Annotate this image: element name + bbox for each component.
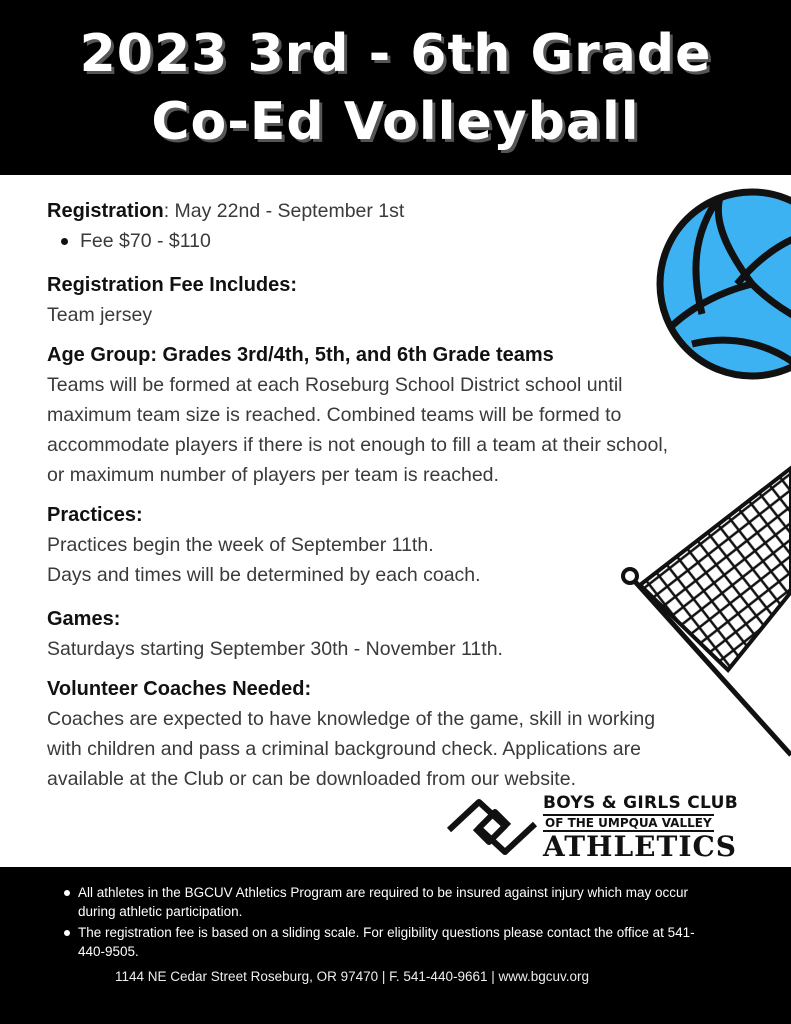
logo-line-2: OF THE UMPQUA VALLEY <box>545 816 712 830</box>
age-group-section <box>47 340 747 490</box>
volunteer-line: Coaches are expected to have knowledge of the game, skill in working <box>47 708 656 730</box>
registration-line <box>47 196 747 226</box>
age-group-heading: Age Group: Grades 3rd/4th, 5th, and 6th Grade teams <box>47 344 554 366</box>
practices-line: Days and times will be determined by each coach. <box>47 564 481 586</box>
registration-dates: : May 22nd - September 1st <box>163 200 405 222</box>
logo-line-3: ATHLETICS <box>543 830 737 863</box>
bullet-dot <box>61 238 68 245</box>
age-group-line: Teams will be formed at each Roseburg School District school until <box>47 374 623 396</box>
footer-note: The registration fee is based on a sliding scale. For eligibility questions please contact the office at 541-440-9505. <box>78 923 718 961</box>
page-title-line-1: 2023 3rd - 6th Grade <box>79 23 712 84</box>
footer-notes <box>0 867 718 961</box>
volunteer-line: with children and pass a criminal background check. Applications are <box>47 738 641 760</box>
fee-includes-heading: Registration Fee Includes: <box>47 274 298 296</box>
games-heading: Games: <box>47 608 121 630</box>
fee-includes-section <box>47 270 747 330</box>
bgcuv-athletics-logo <box>445 792 770 862</box>
volunteer-line: available at the Club or can be downloaded from our website. <box>47 768 576 790</box>
bgc-logo-icon <box>445 796 539 858</box>
age-group-line: maximum team size is reached. Combined teams will be formed to <box>47 404 622 426</box>
footer-note: All athletes in the BGCUV Athletics Program are required to be insured against injury which may occur during athletic participation. <box>78 883 718 921</box>
fee-includes-text: Team jersey <box>47 304 153 326</box>
practices-section <box>47 500 747 590</box>
practices-heading: Practices: <box>47 504 143 526</box>
footer <box>0 867 791 1024</box>
main-content <box>47 196 747 794</box>
volunteer-heading: Volunteer Coaches Needed: <box>47 678 312 700</box>
age-group-line: or maximum number of players per team is reached. <box>47 464 499 486</box>
fee-bullet <box>47 226 747 256</box>
volunteer-section <box>47 674 747 794</box>
fee-text: Fee $70 - $110 <box>80 230 211 252</box>
games-text: Saturdays starting September 30th - November 11th. <box>47 638 503 660</box>
age-group-line: accommodate players if there is not enough to fill a team at their school, <box>47 434 669 456</box>
logo-line-1: BOYS & GIRLS CLUB <box>543 793 738 813</box>
page-title-line-2: Co-Ed Volleyball <box>151 91 640 152</box>
header-banner <box>0 0 791 175</box>
practices-line: Practices begin the week of September 11th. <box>47 534 434 556</box>
registration-label: Registration <box>47 200 164 222</box>
footer-address: 1144 NE Cedar Street Roseburg, OR 97470 | F. 541-440-9661 | www.bgcuv.org <box>115 969 590 984</box>
games-section <box>47 604 747 664</box>
